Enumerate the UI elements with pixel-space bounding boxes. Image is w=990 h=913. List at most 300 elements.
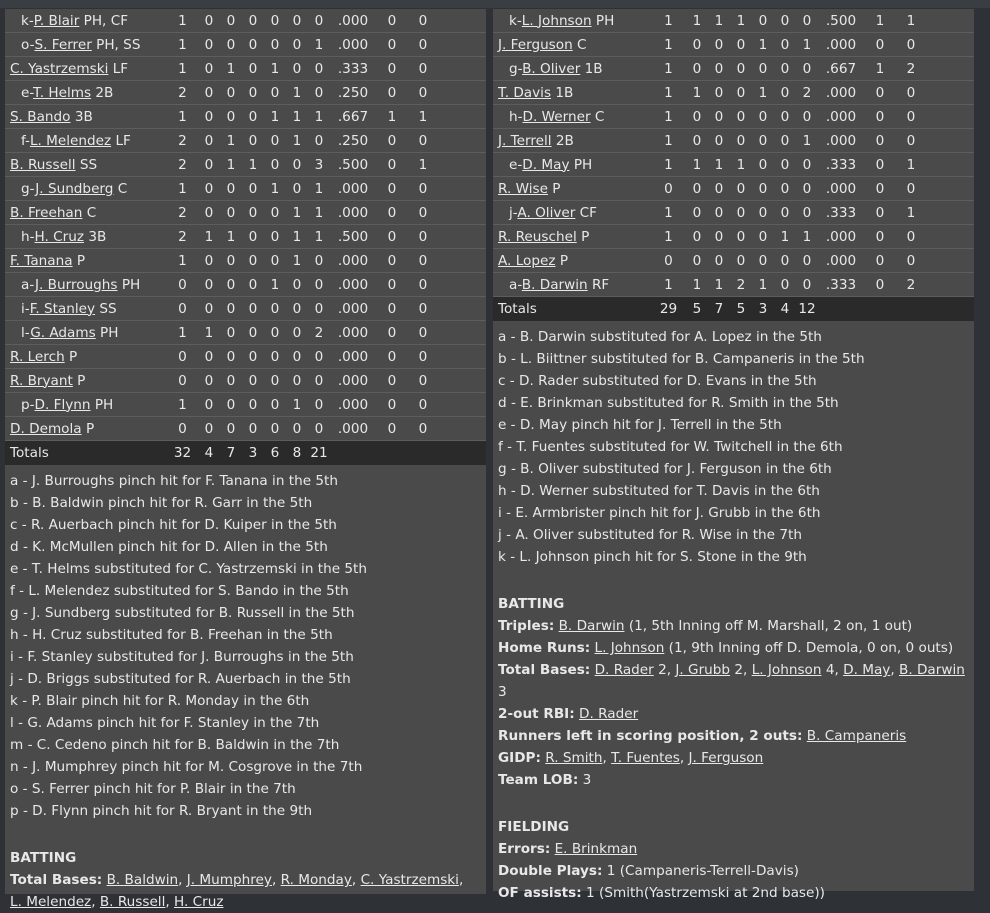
player-link[interactable]: H. Cruz [174, 894, 224, 910]
substitution-note: p - D. Flynn pinch hit for R. Bryant in the 9th [10, 803, 313, 819]
player-name-link[interactable]: R. Reuschel [498, 228, 577, 245]
player-position: C [594, 108, 605, 125]
sub-prefix: k- [21, 12, 34, 29]
stat-cell: 0 [286, 297, 308, 321]
player-position: PH [94, 396, 114, 413]
spacer-cell [926, 177, 974, 201]
stat-cell: 0 [774, 81, 796, 105]
stat-cell: 0 [264, 345, 286, 369]
totals-row [493, 297, 974, 322]
stat-cell: 0 [376, 201, 408, 225]
player-link[interactable]: B. Darwin [558, 618, 625, 634]
substitution-note: g - B. Oliver substituted for J. Ferguson in the 6th [498, 461, 832, 477]
stat-cell: 0 [408, 129, 438, 153]
spacer-cell [438, 129, 486, 153]
spacer-cell [926, 33, 974, 57]
substitution-note: e - T. Helms substituted for C. Yastrzemski in the 5th [10, 561, 367, 577]
player-link[interactable]: B. Darwin [899, 662, 965, 678]
stat-cell: 0 [376, 33, 408, 57]
player-position: P [76, 252, 86, 269]
stat-cell: 0 [167, 273, 198, 297]
stat-cell: 0 [408, 393, 438, 417]
stat-cell: 0 [730, 81, 752, 105]
stat-cell: 1 [286, 225, 308, 249]
stat-cell: 0 [864, 225, 896, 249]
player-row [493, 9, 974, 33]
stat-cell: 1 [896, 201, 926, 225]
stat-cell: 0 [796, 105, 818, 129]
stat-cell: 0 [264, 225, 286, 249]
spacer-cell [926, 249, 974, 273]
spacer-cell [438, 81, 486, 105]
stat-cell: 0 [708, 225, 730, 249]
sub-prefix: e- [509, 156, 523, 173]
totals-row [5, 441, 486, 466]
stat-cell: 2 [796, 81, 818, 105]
player-link[interactable]: R. Monday [280, 872, 352, 888]
stat-cell: 0 [686, 201, 708, 225]
stat-cell: 1 [708, 273, 730, 297]
player-name-link[interactable]: B. Freehan [10, 204, 83, 221]
stat-cell: 0 [408, 417, 438, 441]
stat-cell: 0 [264, 81, 286, 105]
stat-cell: 0 [167, 345, 198, 369]
stat-cell: 0 [408, 369, 438, 393]
stat-cell: 0 [198, 153, 220, 177]
stat-cell: 1 [220, 57, 242, 81]
stat-cell: 1 [286, 201, 308, 225]
stat-cell: 0 [264, 153, 286, 177]
stat-cell: 0 [286, 321, 308, 345]
stat-cell: 1 [198, 225, 220, 249]
stat-cell: 0 [408, 33, 438, 57]
player-position: 2B [555, 132, 574, 149]
player-position: 3B [88, 228, 107, 245]
stat-cell: 0 [864, 105, 896, 129]
player-row [493, 105, 974, 129]
stat-cell: 2 [896, 273, 926, 297]
stat-cell: 0 [198, 417, 220, 441]
player-row [5, 129, 486, 153]
stat-cell: 0 [864, 129, 896, 153]
stat-cell: 0 [376, 393, 408, 417]
player-cell [493, 105, 651, 129]
stat-cell: 1 [896, 9, 926, 33]
stat-cell: 1 [708, 9, 730, 33]
player-name-link[interactable]: J. Ferguson [498, 36, 573, 53]
sub-prefix: f- [21, 132, 30, 149]
player-link[interactable]: D. Rader [579, 706, 639, 722]
stat-cell: 0 [708, 129, 730, 153]
player-row [5, 57, 486, 81]
stat-cell: 0 [708, 81, 730, 105]
stat-cell: 0 [408, 177, 438, 201]
stat-cell: 0 [286, 177, 308, 201]
left-batting-table [5, 9, 486, 465]
stat-cell: 0 [198, 249, 220, 273]
spacer-cell [438, 441, 486, 466]
stat-cell: 0 [864, 201, 896, 225]
left-batting-section [5, 842, 486, 913]
stat-cell: 0 [686, 105, 708, 129]
stat-cell: 0 [308, 393, 330, 417]
stat-cell: 0 [242, 57, 264, 81]
stat-cell: 0 [730, 201, 752, 225]
player-name-link[interactable]: B. Darwin [521, 276, 588, 293]
stat-cell: 0 [286, 153, 308, 177]
player-position: P [552, 180, 561, 197]
stat-cell: 0 [167, 417, 198, 441]
player-name-link[interactable]: B. Oliver [522, 60, 581, 77]
stat-cell: 0 [408, 321, 438, 345]
player-position: P [85, 420, 95, 437]
stat-cell: 0 [308, 57, 330, 81]
totals-cell: 29 [651, 297, 686, 322]
spacer-cell [438, 105, 486, 129]
player-name-link[interactable]: D. May [522, 156, 570, 173]
sub-prefix: e- [21, 84, 34, 101]
stat-cell: .000 [818, 129, 864, 153]
stat-cell: 1 [286, 393, 308, 417]
stat-cell: 0 [308, 345, 330, 369]
stat-cell: 1 [308, 177, 330, 201]
team-lob-line: Team LOB: 3 [498, 772, 592, 788]
player-name-link[interactable]: J. Sundberg [35, 180, 114, 197]
stat-cell: 0 [242, 273, 264, 297]
stat-cell: .333 [330, 57, 376, 81]
stat-cell: 1 [864, 9, 896, 33]
stat-cell: 0 [220, 9, 242, 33]
stat-cell: 0 [286, 9, 308, 33]
total-bases-line: Total Bases: D. Rader 2, J. Grubb 2, L. Johnson 4, D. May, B. Darwin 3 [498, 662, 965, 700]
stat-cell: 1 [752, 81, 774, 105]
stat-cell: 0 [264, 9, 286, 33]
player-name-link[interactable]: L. Johnson [521, 12, 592, 29]
stat-cell: 0 [198, 345, 220, 369]
stat-cell: 0 [408, 297, 438, 321]
stat-cell: 0 [242, 417, 264, 441]
spacer-cell [926, 105, 974, 129]
stat-cell: 0 [708, 201, 730, 225]
stat-cell: 1 [308, 201, 330, 225]
player-name-link[interactable]: T. Helms [33, 84, 92, 101]
stat-cell: 0 [220, 81, 242, 105]
substitution-note: i - E. Armbrister pinch hit for J. Grubb in the 6th [498, 505, 821, 521]
stat-cell: .500 [330, 153, 376, 177]
player-position: PH, SS [96, 36, 141, 53]
player-cell [5, 153, 167, 177]
substitution-note: d - E. Brinkman substituted for R. Smith in the 5th [498, 395, 839, 411]
player-row [493, 177, 974, 201]
player-name-link[interactable]: J. Burroughs [35, 276, 118, 293]
player-name-link[interactable]: R. Wise [498, 180, 548, 197]
stat-cell: 1 [651, 9, 686, 33]
stat-cell: 0 [408, 57, 438, 81]
player-position: PH [595, 12, 615, 29]
stat-cell: 0 [708, 33, 730, 57]
spacer-cell [438, 321, 486, 345]
player-name-link[interactable]: R. Lerch [10, 348, 65, 365]
substitution-note: n - J. Mumphrey pinch hit for M. Cosgrove in the 7th [10, 759, 363, 775]
player-cell [493, 9, 651, 33]
stat-cell: 0 [286, 273, 308, 297]
stat-cell: 0 [376, 129, 408, 153]
stat-cell: 0 [286, 57, 308, 81]
stat-cell: 0 [220, 105, 242, 129]
substitution-note: f - L. Melendez substituted for S. Bando in the 5th [10, 583, 349, 599]
stat-cell: 0 [198, 33, 220, 57]
player-name-link[interactable]: A. Lopez [498, 252, 556, 269]
stat-cell: 0 [686, 225, 708, 249]
player-position: P [69, 348, 78, 365]
sub-prefix: o- [21, 36, 35, 53]
stat-cell: 1 [896, 153, 926, 177]
stat-cell: 0 [864, 273, 896, 297]
stat-cell: 0 [686, 129, 708, 153]
stat-cell: 0 [752, 105, 774, 129]
stat-cell: 2 [167, 201, 198, 225]
player-name-link[interactable]: A. Oliver [517, 204, 576, 221]
spacer-cell [438, 33, 486, 57]
substitution-note: k - L. Johnson pinch hit for S. Stone in the 9th [498, 549, 807, 565]
stat-cell: .000 [330, 345, 376, 369]
stat-cell: 0 [308, 81, 330, 105]
stat-cell: 0 [408, 273, 438, 297]
stat-cell: 1 [408, 153, 438, 177]
stat-cell: 0 [220, 321, 242, 345]
player-link[interactable]: J. Ferguson [688, 750, 764, 766]
player-cell [5, 201, 167, 225]
errors-line: Errors: E. Brinkman [498, 841, 638, 857]
stat-cell: 0 [242, 345, 264, 369]
stat-cell: .000 [818, 105, 864, 129]
player-position: 2B [95, 84, 114, 101]
stat-cell: .000 [330, 249, 376, 273]
stat-cell: 0 [376, 177, 408, 201]
player-name-link[interactable]: L. Melendez [29, 132, 112, 149]
stat-cell: 1 [264, 105, 286, 129]
stat-cell: 1 [774, 225, 796, 249]
player-cell [493, 81, 651, 105]
stat-cell: 0 [242, 81, 264, 105]
player-row [5, 393, 486, 417]
player-row [5, 9, 486, 33]
stat-cell: 0 [264, 297, 286, 321]
stat-cell: 0 [242, 201, 264, 225]
substitution-note: o - S. Ferrer pinch hit for P. Blair in the 7th [10, 781, 296, 797]
spacer-cell [438, 297, 486, 321]
stat-cell: 0 [308, 297, 330, 321]
stat-cell: 0 [686, 177, 708, 201]
totals-cell: 3 [752, 297, 774, 322]
sub-prefix: h- [21, 228, 35, 245]
player-name-link[interactable]: S. Bando [10, 108, 71, 125]
player-link[interactable]: J. Grubb [675, 662, 731, 678]
player-name-link[interactable]: J. Terrell [498, 132, 552, 149]
stat-cell: 1 [167, 9, 198, 33]
stat-cell: .000 [330, 177, 376, 201]
player-link[interactable]: R. Smith [545, 750, 603, 766]
stat-cell: 1 [686, 9, 708, 33]
player-position: P [581, 228, 590, 245]
player-row [493, 225, 974, 249]
stat-cell: 0 [864, 153, 896, 177]
stat-cell: 0 [220, 201, 242, 225]
player-row [5, 81, 486, 105]
player-name-link[interactable]: T. Davis [498, 84, 552, 101]
player-link[interactable]: E. Brinkman [554, 841, 638, 857]
stat-cell: 0 [264, 249, 286, 273]
stat-cell: 0 [198, 201, 220, 225]
stat-cell: 0 [752, 201, 774, 225]
player-name-link[interactable]: R. Bryant [10, 372, 73, 389]
player-position: 1B [555, 84, 574, 101]
stat-cell: 0 [796, 9, 818, 33]
stat-cell: 0 [730, 225, 752, 249]
stat-cell: 0 [220, 297, 242, 321]
substitution-note: k - P. Blair pinch hit for R. Monday in the 6th [10, 693, 310, 709]
stat-cell: 1 [408, 105, 438, 129]
player-name-link[interactable]: C. Yastrzemski [10, 60, 109, 77]
player-cell [5, 129, 167, 153]
player-link[interactable]: D. Rader [594, 662, 654, 678]
player-row [5, 201, 486, 225]
stat-cell: 1 [752, 273, 774, 297]
stat-cell: 0 [686, 57, 708, 81]
player-link[interactable]: D. May [843, 662, 891, 678]
stat-cell: 0 [220, 33, 242, 57]
player-cell [5, 321, 167, 345]
player-position: 1B [584, 60, 603, 77]
stat-cell: .000 [330, 33, 376, 57]
totals-cell: 32 [167, 441, 198, 466]
stat-cell: 1 [167, 57, 198, 81]
sub-prefix: j- [509, 204, 518, 221]
fielding-title: FIELDING [498, 819, 570, 835]
stat-cell: 0 [376, 225, 408, 249]
player-row [5, 345, 486, 369]
stat-cell: .333 [818, 201, 864, 225]
spacer-cell [864, 297, 896, 322]
stat-cell: 0 [198, 393, 220, 417]
spacer-cell [438, 369, 486, 393]
tb-count: 4 [825, 662, 835, 678]
stat-cell: 0 [286, 33, 308, 57]
totals-cell: 4 [198, 441, 220, 466]
player-name-link[interactable]: S. Ferrer [34, 36, 92, 53]
spacer-cell [330, 441, 376, 466]
batting-title: BATTING [10, 850, 77, 866]
stat-cell: 1 [651, 225, 686, 249]
stat-cell: 0 [242, 129, 264, 153]
player-row [5, 249, 486, 273]
stat-cell: 1 [167, 33, 198, 57]
stat-cell: 0 [774, 9, 796, 33]
stat-cell: 1 [286, 129, 308, 153]
stat-cell: 1 [686, 153, 708, 177]
stat-cell: 0 [242, 297, 264, 321]
player-link[interactable]: T. Fuentes [611, 750, 680, 766]
stat-cell: 0 [242, 249, 264, 273]
stat-cell: 0 [896, 81, 926, 105]
totals-cell: 3 [242, 441, 264, 466]
stat-cell: 0 [220, 393, 242, 417]
stat-cell: 0 [198, 369, 220, 393]
spacer-cell [438, 249, 486, 273]
sub-prefix: g- [509, 60, 523, 77]
stat-cell: 0 [376, 417, 408, 441]
player-link[interactable]: C. Yastrzemski [360, 872, 459, 888]
stat-cell: 0 [752, 225, 774, 249]
player-name-link[interactable]: D. Flynn [34, 396, 91, 413]
player-row [5, 297, 486, 321]
stat-cell: 0 [708, 177, 730, 201]
player-link[interactable]: L. Johnson [594, 640, 665, 656]
player-position: P [559, 252, 569, 269]
stat-cell: .000 [330, 201, 376, 225]
stat-cell: 0 [730, 33, 752, 57]
stat-cell: 0 [730, 249, 752, 273]
spacer-cell [896, 297, 926, 322]
player-name-link[interactable]: D. Demola [10, 420, 82, 437]
substitution-note: h - H. Cruz substituted for B. Freehan in the 5th [10, 627, 333, 643]
stat-cell: 0 [198, 297, 220, 321]
player-name-link[interactable]: F. Stanley [29, 300, 96, 317]
player-cell [5, 33, 167, 57]
stat-cell: 2 [308, 321, 330, 345]
stat-cell: 0 [796, 273, 818, 297]
stat-cell: 0 [286, 345, 308, 369]
stat-cell: 0 [896, 129, 926, 153]
player-link[interactable]: J. Mumphrey [186, 872, 272, 888]
stat-cell: 0 [308, 369, 330, 393]
player-link[interactable]: B. Russell [99, 894, 166, 910]
stat-cell: 0 [220, 369, 242, 393]
stat-cell: 1 [264, 273, 286, 297]
player-link[interactable]: L. Johnson [751, 662, 822, 678]
player-link[interactable]: L. Melendez [10, 894, 92, 910]
player-position: LF [112, 60, 129, 77]
player-position: SS [79, 156, 98, 173]
player-name-link[interactable]: D. Werner [522, 108, 591, 125]
stat-cell: 0 [286, 369, 308, 393]
spacer-cell [438, 153, 486, 177]
player-name-link[interactable]: B. Russell [10, 156, 76, 173]
player-name-link[interactable]: P. Blair [33, 12, 80, 29]
top-bar [0, 0, 990, 8]
player-link[interactable]: B. Campaneris [806, 728, 907, 744]
spacer-cell [438, 177, 486, 201]
player-name-link[interactable]: F. Tanana [10, 252, 73, 269]
spacer-cell [926, 81, 974, 105]
player-name-link[interactable]: H. Cruz [34, 228, 84, 245]
stat-cell: 0 [376, 9, 408, 33]
player-row [5, 369, 486, 393]
substitution-note: c - D. Rader substituted for D. Evans in the 5th [498, 373, 817, 389]
stat-cell: 0 [308, 129, 330, 153]
left-substitution-notes [5, 465, 486, 822]
player-link[interactable]: B. Baldwin [106, 872, 179, 888]
stat-cell: 0 [774, 57, 796, 81]
player-row [5, 105, 486, 129]
stat-cell: 0 [198, 81, 220, 105]
stat-cell: .000 [330, 321, 376, 345]
stat-cell: 0 [896, 249, 926, 273]
player-name-link[interactable]: G. Adams [30, 324, 96, 341]
stat-cell: 2 [896, 57, 926, 81]
stat-cell: 0 [286, 417, 308, 441]
spacer-cell [438, 417, 486, 441]
